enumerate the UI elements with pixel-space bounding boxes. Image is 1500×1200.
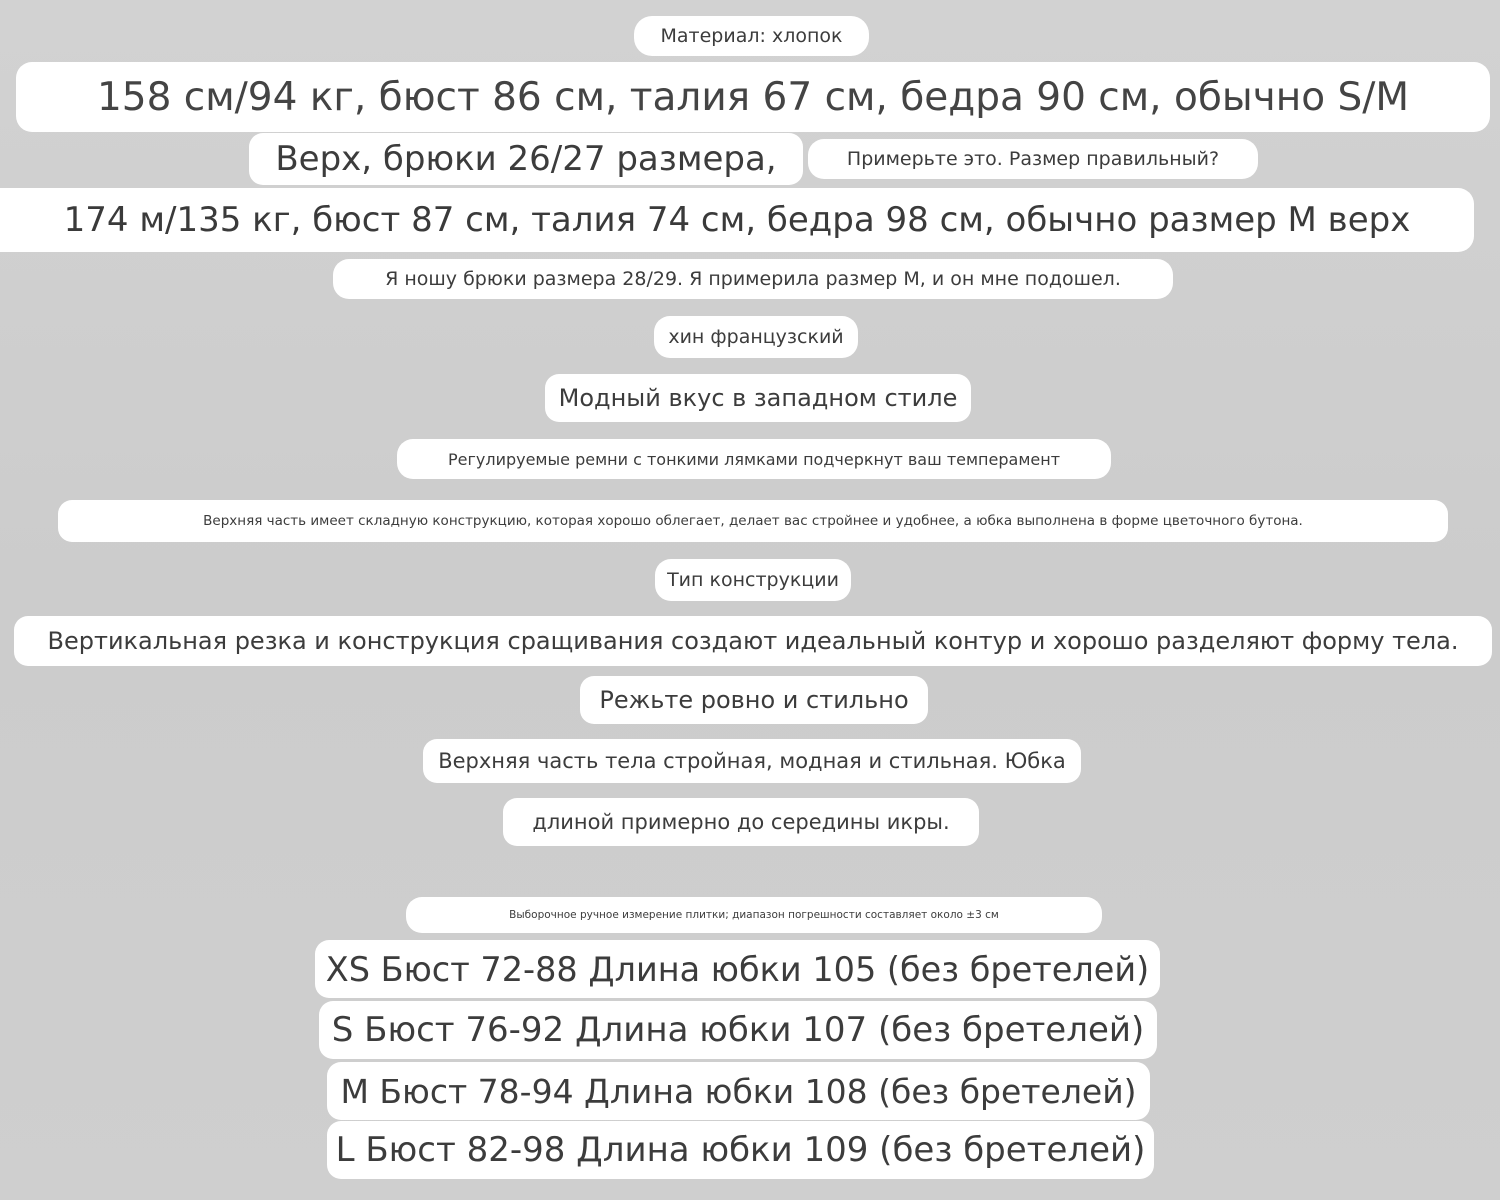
size-row-xs [315,940,1160,998]
model2-tried-label [333,259,1173,299]
construction-type-label [655,559,851,601]
size-row-text: XS Бюст 72-88 Длина юбки 105 (без бретелей) [325,949,1150,989]
measurement-note-text: Выборочное ручное измерение плитки; диапазон погрешности составляет около ±3 см [509,909,999,921]
straps-label [397,439,1111,479]
model2-measurements-text: 174 м/135 кг, бюст 87 см, талия 74 см, бедра 98 см, обычно размер М верх [63,200,1411,240]
upper-body-label [423,739,1081,783]
construction-type-text: Тип конструкции [667,569,839,591]
material-text: Материал: хлопок [660,25,843,47]
material-label [634,16,869,56]
model1-sizes-text: Верх, брюки 26/27 размера, [275,139,777,179]
size-row-s [319,1001,1157,1059]
model2-measurements-label [0,188,1474,252]
top-construction-label [58,500,1448,542]
size-row-text: L Бюст 82-98 Длина юбки 109 (без бретелей) [335,1130,1146,1170]
vertical-cut-label [14,616,1492,666]
cut-even-label [580,676,928,724]
model1-measurements-label [16,62,1490,132]
western-taste-text: Модный вкус в западном стиле [558,384,958,412]
upper-body-text: Верхняя часть тела стройная, модная и стильная. Юбка [438,749,1066,773]
model2-tried-text: Я ношу брюки размера 28/29. Я примерила размер M, и он мне подошел. [385,268,1121,290]
size-row-l [327,1121,1154,1179]
style-tag-text: хин французский [668,326,844,348]
model1-tried-label [808,139,1258,179]
size-row-text: M Бюст 78-94 Длина юбки 108 (без бретелей) [340,1071,1137,1111]
measurement-note-label [406,897,1102,933]
length-label [503,798,979,846]
length-text: длиной примерно до середины икры. [532,810,950,834]
straps-text: Регулируемые ремни с тонкими лямками подчеркнут ваш темперамент [447,449,1061,469]
model1-sizes-label [249,133,803,185]
style-tag-label [654,316,858,358]
model1-tried-text: Примерьте это. Размер правильный? [846,148,1220,170]
model1-measurements-text: 158 см/94 кг, бюст 86 см, талия 67 см, бедра 90 см, обычно S/M [96,74,1410,120]
cut-even-text: Режьте ровно и стильно [599,686,909,714]
top-construction-text: Верхняя часть имеет складную конструкцию, которая хорошо облегает, делает вас стройнее и удобнее, а юбка выполнена в форме цветочного бутона. [203,513,1303,529]
size-row-m [327,1062,1150,1120]
vertical-cut-text: Вертикальная резка и конструкция сращивания создают идеальный контур и хорошо разделяют форму тела. [47,627,1459,655]
western-taste-label [545,374,971,422]
size-row-text: S Бюст 76-92 Длина юбки 107 (без бретелей) [331,1010,1145,1050]
